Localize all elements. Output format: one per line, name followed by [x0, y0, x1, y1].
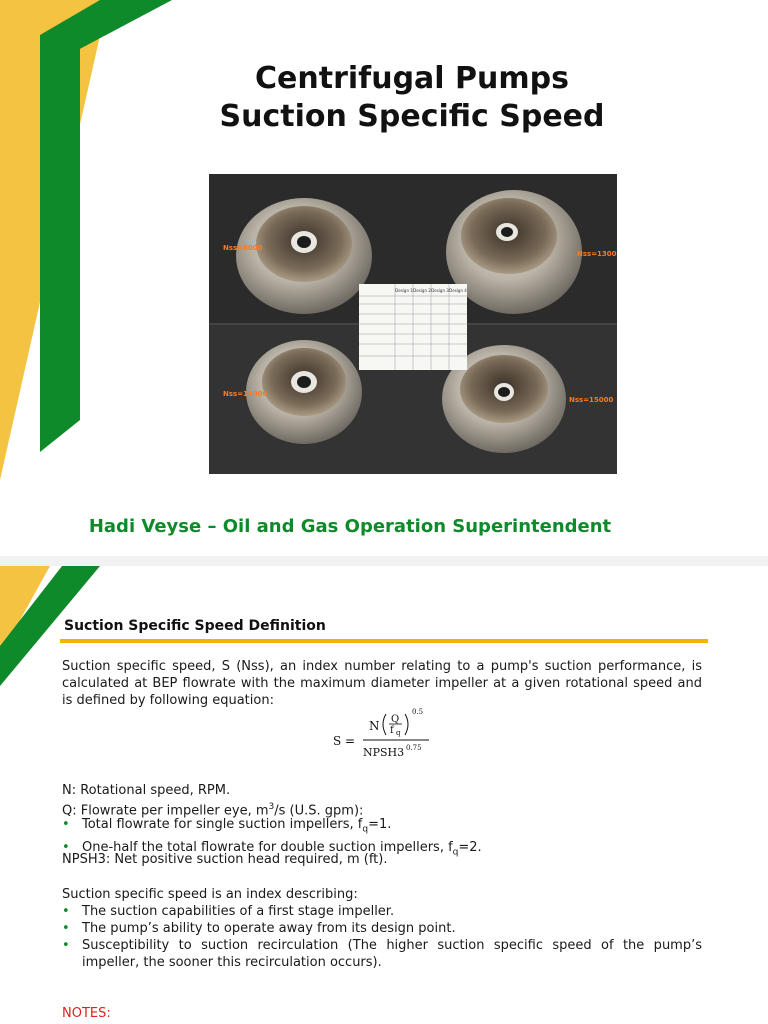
author-line: Hadi Veyse – Oil and Gas Operation Superintendent [88, 516, 612, 537]
eq-lhs: S = [333, 734, 356, 748]
title-line-2: Suction Specific Speed [219, 99, 605, 134]
eq-exp-bottom: 0.75 [406, 744, 422, 752]
bullet-text: The pump’s ability to operate away from its design point. [82, 921, 456, 936]
nss-label-13000: Nss=13000 [577, 250, 617, 258]
def-npsh3: NPSH3: Net positive suction head required, m (ft). [62, 852, 388, 867]
table-header-1: Design 1 [395, 288, 413, 293]
slide-title [0, 60, 768, 136]
eq-fq: f [390, 725, 394, 736]
def-flowrate-text: Q: Flowrate per impeller eye, m [62, 803, 269, 819]
def-flowrate-sup: 3 [268, 802, 275, 812]
table-header-2: Design 2 [413, 288, 431, 293]
bullet-sub: q [362, 824, 369, 835]
list-item [62, 937, 702, 971]
suction-specific-speed-equation [333, 708, 453, 764]
eq-npsh: NPSH3 [363, 746, 405, 759]
impeller-photo-drawing [209, 174, 617, 474]
nss-label-15000: Nss=15000 [569, 396, 614, 404]
heading-underline [60, 639, 708, 643]
bullet-text: One-half the total flowrate for double suction impellers, f [82, 839, 453, 855]
bullet-sub: q [452, 847, 459, 858]
bullet-text: Total flowrate for single suction impellers, f [82, 817, 363, 832]
intro-paragraph: Suction specific speed, S (Nss), an index number relating to a pump's suction performance, is calculated at BEP flowrate with the maximum diameter impeller at a given rotational speed and is defined by following equation: [62, 659, 702, 708]
bullet-post: =2. [458, 839, 482, 855]
bullet-icon: • [62, 938, 70, 953]
bullet-icon: • [62, 904, 70, 919]
bullet-icon: • [62, 921, 70, 936]
eq-q: Q [391, 714, 400, 725]
table-header-3: Design 3 [431, 288, 449, 293]
def-rotational-speed: N: Rotational speed, RPM. [62, 783, 231, 798]
list-item [62, 920, 702, 937]
index-bullets [62, 903, 702, 971]
bullet-post: =1. [368, 817, 392, 832]
eq-exp-top: 0.5 [412, 708, 424, 716]
definition-slide [0, 566, 768, 1024]
notes-label: NOTES: [62, 1006, 111, 1021]
table-header-4: Design 4 [449, 288, 467, 293]
title-line-1: Centrifugal Pumps [255, 61, 569, 96]
bullet-icon: • [62, 839, 70, 855]
nss-label-8000: Nss=8000 [223, 244, 263, 252]
impeller-photo [209, 174, 617, 474]
list-item [62, 903, 702, 920]
list-item [62, 816, 702, 839]
def-flowrate-units: /s (U.S. gpm): [274, 803, 364, 819]
photo-data-table [359, 284, 467, 370]
nss-label-11000: Nss=11000 [223, 390, 268, 398]
bullet-text: Susceptibility to suction recirculation (The higher suction specific speed of the pump’s impeller, the sooner this recirculation occurs). [82, 938, 702, 970]
eq-fq-sub: q [396, 729, 401, 737]
eq-n: N [369, 719, 380, 733]
bullet-icon: • [62, 817, 70, 832]
section-heading: Suction Specific Speed Definition [64, 618, 326, 634]
index-intro: Suction specific speed is an index describing: [62, 887, 358, 902]
slide-separator [0, 556, 768, 566]
bullet-text: The suction capabilities of a first stage impeller. [82, 904, 395, 919]
